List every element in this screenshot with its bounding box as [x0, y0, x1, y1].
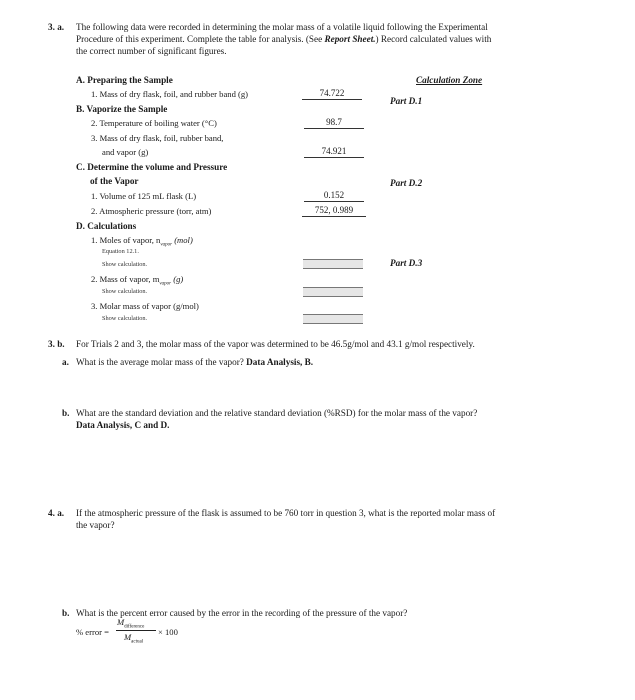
denominator-symbol: M [124, 632, 132, 642]
answer-box-d2[interactable] [303, 287, 363, 297]
d3-show-calc: Show calculation. [102, 315, 148, 322]
question-3b-number: 3. b. [48, 339, 65, 349]
formula-times-100: × 100 [158, 627, 178, 637]
item-b2-label: 2. Temperature of boiling water (°C) [91, 118, 217, 128]
question-3a-text-line3: the correct number of significant figures. [76, 46, 227, 56]
d1-equation-note: Equation 12.1. [102, 248, 139, 255]
question-3a-text-line1: The following data were recorded in determining the molar mass of a volatile liquid following the Experimental [76, 22, 488, 32]
section-d-title: D. Calculations [76, 221, 137, 231]
d1-unit: (mol) [174, 235, 193, 245]
q3b-a-question: What is the average molar mass of the vapor? [76, 357, 244, 367]
d2-text: 2. Mass of vapor, m [91, 274, 160, 284]
value-c2[interactable]: 752, 0.989 [302, 205, 366, 217]
answer-box-d1[interactable] [303, 259, 363, 269]
section-c-title-line2: of the Vapor [90, 176, 139, 186]
question-3a-text-line2 [76, 33, 491, 45]
item-d3-label: 3. Molar mass of vapor (g/mol) [91, 301, 199, 311]
report-sheet-ref: Report Sheet. [324, 34, 376, 44]
question-3a-number: 3. a. [48, 22, 65, 32]
numerator-symbol: M [117, 617, 125, 627]
item-c2-label: 2. Atmospheric pressure (torr, atm) [91, 206, 212, 216]
question-3b-a-text [76, 356, 313, 368]
part-d2-label: Part D.2 [390, 178, 423, 188]
question-3b-text: For Trials 2 and 3, the molar mass of the vapor was determined to be 46.5g/mol and 43.1 g/mol respectively. [76, 339, 475, 349]
section-a-title: A. Preparing the Sample [76, 75, 173, 85]
formula-denominator [124, 632, 143, 645]
question-3b-b-text: What are the standard deviation and the relative standard deviation (%RSD) for the molar mass of the vapor? [76, 408, 478, 418]
question-4a-text-line2: the vapor? [76, 520, 115, 530]
d2-show-calc: Show calculation. [102, 288, 148, 295]
d1-text: 1. Moles of vapor, n [91, 235, 161, 245]
value-b2[interactable]: 98.7 [304, 117, 364, 129]
question-4a-number: 4. a. [48, 508, 65, 518]
percent-error-lhs: % error = [76, 627, 109, 637]
part-d1-label: Part D.1 [390, 96, 423, 106]
question-3b-a-label: a. [62, 357, 69, 367]
calculation-zone-heading: Calculation Zone [416, 75, 483, 85]
line2-prefix: Procedure of this experiment. Complete the table for analysis. (See [76, 34, 323, 44]
line2-suffix: ) Record calculated values with [375, 34, 492, 44]
q3b-a-reference: Data Analysis, B. [246, 357, 314, 367]
d1-show-calc: Show calculation. [102, 261, 148, 268]
question-4a-text-line1: If the atmospheric pressure of the flask is assumed to be 760 torr in question 3, what is the reported molar mass of [76, 508, 496, 518]
d1-subscript: vapor [160, 242, 173, 248]
value-b3[interactable]: 74.921 [304, 146, 364, 158]
d2-unit: (g) [173, 274, 184, 284]
value-c1[interactable]: 0.152 [304, 190, 364, 202]
section-c-title-line1: C. Determine the volume and Pressure [76, 162, 228, 172]
formula-numerator [117, 617, 144, 630]
question-3b-b-reference: Data Analysis, C and D. [76, 420, 170, 430]
fraction-bar [116, 630, 156, 631]
question-4b-text: What is the percent error caused by the error in the recording of the pressure of the vapor? [76, 608, 408, 618]
numerator-subscript: difference [124, 624, 145, 630]
question-3b-b-label: b. [62, 408, 70, 418]
section-b-title: B. Vaporize the Sample [76, 104, 168, 114]
denominator-subscript: actual [131, 639, 144, 645]
answer-box-d3[interactable] [303, 314, 363, 324]
item-b3-label-line2: and vapor (g) [102, 147, 149, 157]
item-c1-label: 1. Volume of 125 mL flask (L) [91, 191, 197, 201]
value-a1[interactable]: 74.722 [302, 88, 362, 100]
part-d3-label: Part D.3 [390, 258, 423, 268]
d2-subscript: vapor [159, 281, 172, 287]
item-b3-label-line1: 3. Mass of dry flask, foil, rubber band, [91, 133, 224, 143]
item-a1-label: 1. Mass of dry flask, foil, and rubber band (g) [91, 89, 249, 99]
question-4b-label: b. [62, 608, 70, 618]
